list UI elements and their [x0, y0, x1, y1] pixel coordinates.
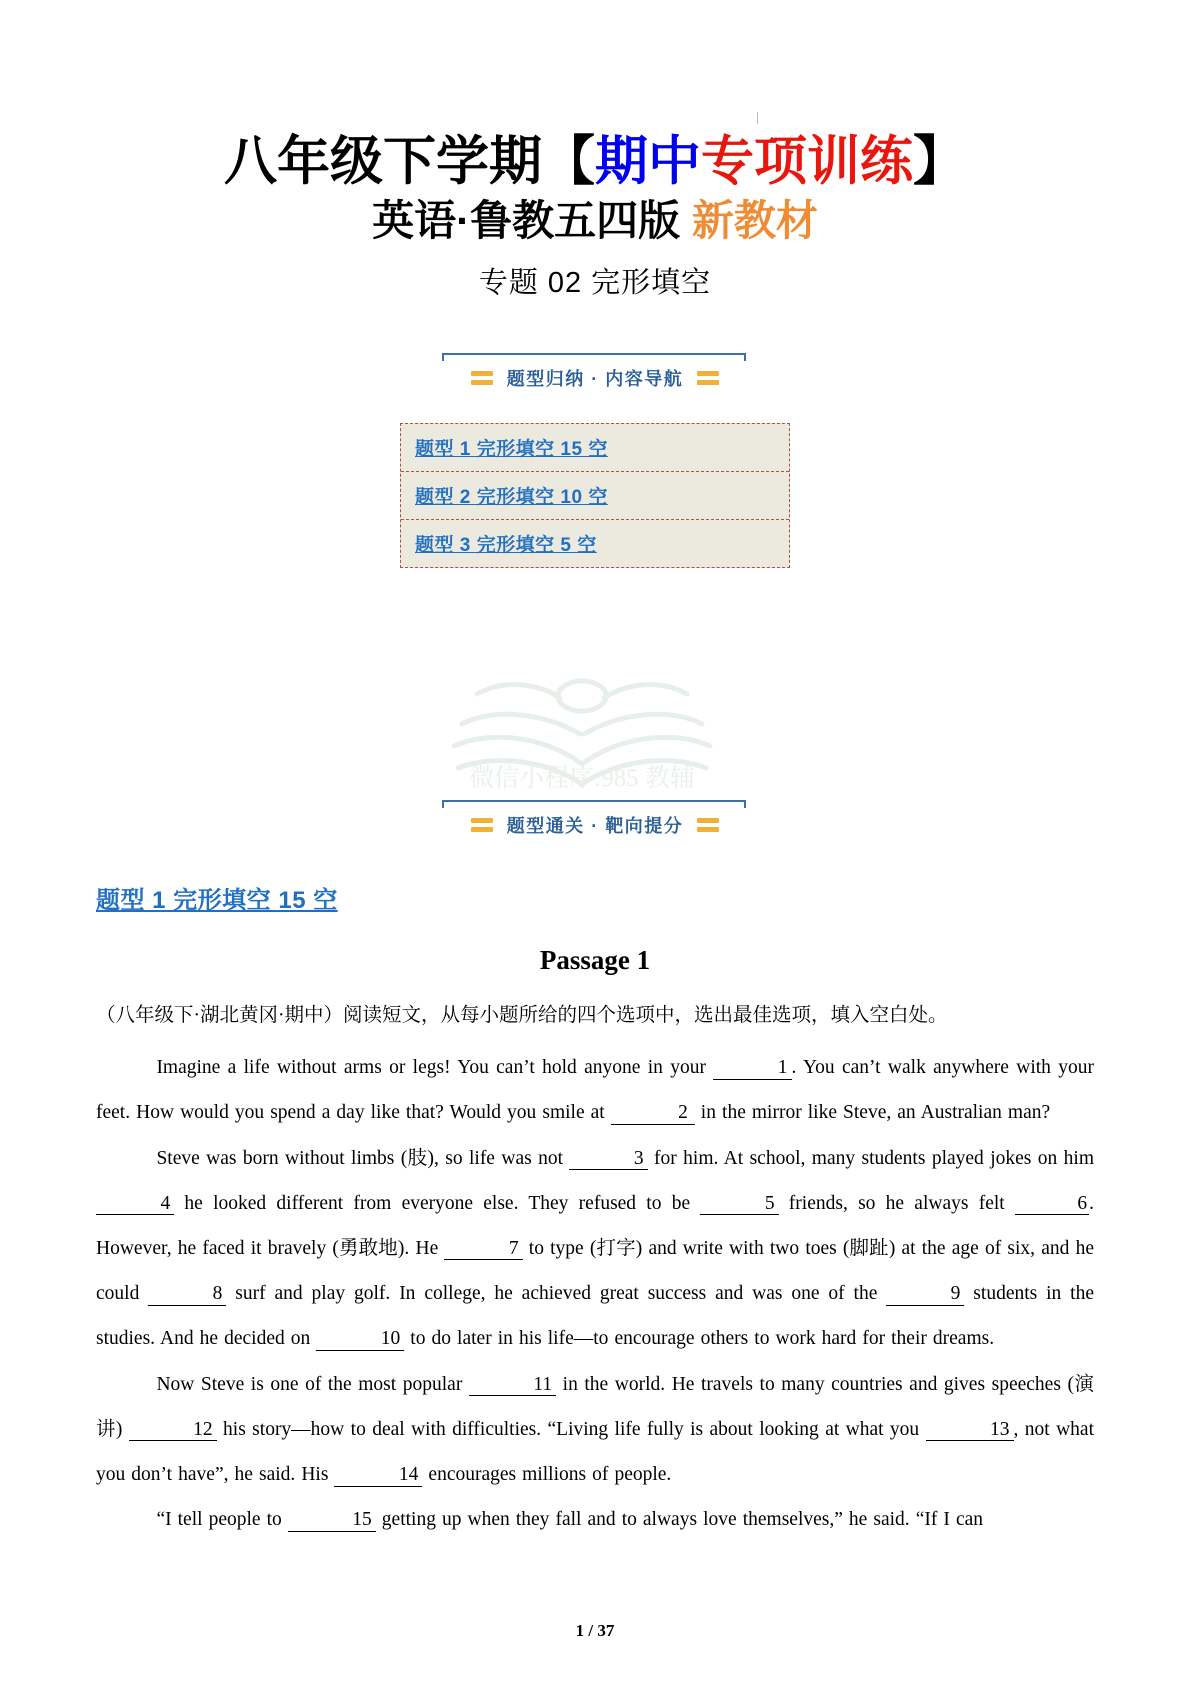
paragraph-4: [96, 1497, 1094, 1542]
title-segment-black-a: 八年级下学期【: [224, 132, 595, 191]
list-item[interactable]: [401, 472, 789, 520]
text-run: Imagine a life without arms or legs! You can’t hold anyone in your: [156, 1057, 714, 1079]
text-run: for him. At school, many students played jokes on him: [647, 1147, 1094, 1169]
subtitle-segment-orange: 新教材: [691, 197, 818, 245]
text-run: in the world. He travels to many countries and gives speeches (演讲): [96, 1373, 1094, 1440]
text-run: surf and play golf. In college, he achieved great success and was one of the: [226, 1283, 887, 1305]
page-title-line-2: [0, 195, 1190, 248]
section-heading-wrap: [0, 842, 1190, 915]
equals-icon: [697, 370, 719, 386]
text-run: . You can’t walk anywhere with your feet. How would you spend a day like that? Would you smile at: [96, 1057, 1095, 1124]
list-item[interactable]: [401, 520, 789, 567]
nav-banner-content-guide: [442, 353, 748, 395]
page-number: 1 / 37: [575, 1621, 615, 1640]
text-run: Steve was born without limbs (肢), so life was not: [156, 1147, 570, 1169]
text-run: his story—how to deal with difficulties. “Living life fully is about looking at what you: [216, 1418, 926, 1440]
text-run: students in the studies. And he decided on: [96, 1283, 1094, 1350]
watermark-text: 微信小程序:985 教辅: [469, 765, 695, 792]
banner-inner: [438, 808, 752, 842]
blank-7[interactable]: 7: [444, 1239, 522, 1260]
page-title-line-3: 专题 02 完形填空: [478, 266, 712, 299]
banner-label: 题型归纳 · 内容导航: [506, 368, 684, 389]
paragraph-1: [96, 1045, 1094, 1135]
paragraph-3: [96, 1362, 1094, 1498]
blank-8[interactable]: 8: [148, 1284, 226, 1305]
toc-link-type-2[interactable]: 题型 2 完形填空 10 空: [415, 486, 608, 508]
text-run: encourages millions of people.: [422, 1464, 672, 1486]
blank-4[interactable]: 4: [96, 1194, 174, 1215]
open-book-watermark-icon: [432, 672, 732, 792]
list-item[interactable]: [401, 424, 789, 472]
blank-13[interactable]: 13: [926, 1420, 1014, 1441]
blank-15[interactable]: 15: [288, 1510, 376, 1531]
section-heading-type-1[interactable]: 题型 1 完形填空 15 空: [96, 886, 338, 914]
text-run: getting up when they fall and to always love themselves,” he said. “If I can: [375, 1509, 984, 1531]
nav-banner-skill-boost: [442, 800, 748, 842]
blank-6[interactable]: 6: [1015, 1194, 1089, 1215]
blank-11[interactable]: 11: [469, 1375, 556, 1396]
text-run: to type (打字) and write with two toes (脚趾) at the age of six, and he could: [96, 1237, 1094, 1305]
text-run: Now Steve is one of the most popular: [156, 1373, 469, 1395]
blank-5[interactable]: 5: [700, 1194, 778, 1215]
watermark: [432, 672, 732, 792]
text-run: he looked different from everyone else. They refused to be: [174, 1192, 701, 1214]
blank-10[interactable]: 10: [316, 1329, 404, 1350]
toc-link-type-3[interactable]: 题型 3 完形填空 5 空: [415, 534, 597, 556]
title-segment-blue: 期中: [595, 132, 701, 191]
blank-2[interactable]: 2: [611, 1103, 695, 1124]
text-run: , not what you don’t have”, he said. His: [96, 1418, 1094, 1486]
page-title-line-1: [0, 132, 1190, 191]
subtitle-segment-black: 英语·鲁教五四版: [372, 197, 681, 245]
title-segment-black-b: 】: [913, 132, 966, 191]
equals-icon: [471, 817, 493, 833]
text-run: in the mirror like Steve, an Australian man?: [694, 1102, 1051, 1124]
equals-icon: [697, 817, 719, 833]
page-tick-mark: [757, 112, 758, 124]
text-run: to do later in his life—to encourage others to work hard for their dreams.: [404, 1328, 995, 1350]
blank-14[interactable]: 14: [334, 1465, 422, 1486]
question-prompt: （八年级下·湖北黄冈·期中）阅读短文，从每小题所给的四个选项中，选出最佳选项，填入空白处。: [96, 1004, 948, 1026]
text-run: “I tell people to: [156, 1509, 288, 1531]
text-run: . However, he faced it bravely (勇敢地). He: [96, 1192, 1094, 1259]
title-block: [0, 0, 1190, 301]
text-run: friends, so he always felt: [778, 1192, 1015, 1214]
passage-body: [96, 1000, 1094, 1543]
title-segment-red: 专项训练: [701, 132, 913, 191]
blank-12[interactable]: 12: [129, 1420, 217, 1441]
blank-9[interactable]: 9: [886, 1284, 964, 1305]
equals-icon: [471, 370, 493, 386]
passage-title: Passage 1: [539, 944, 651, 975]
paragraph-2: [96, 1136, 1094, 1362]
blank-3[interactable]: 3: [569, 1149, 647, 1170]
table-of-contents: [400, 423, 790, 568]
toc-link-type-1[interactable]: 题型 1 完形填空 15 空: [415, 438, 608, 460]
blank-1[interactable]: 1: [713, 1058, 791, 1079]
banner-label: 题型通关 · 靶向提分: [506, 815, 684, 836]
banner-inner: [438, 361, 752, 395]
